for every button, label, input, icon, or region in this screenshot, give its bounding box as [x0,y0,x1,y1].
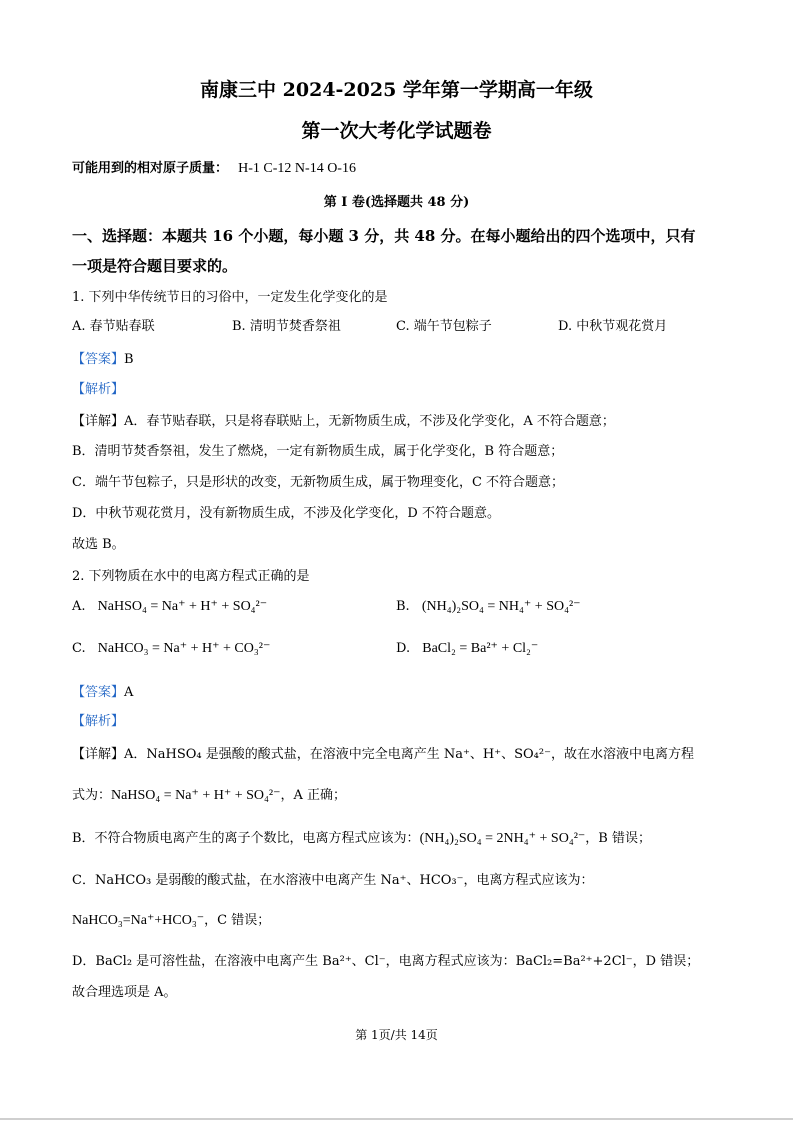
q1-detail-c: C．端午节包粽子，只是形状的改变，无新物质生成，属于物理变化，C 不符合题意； [72,475,565,490]
q2-detail-a2-equation: NaHSO₄ = Na⁺ + H⁺ + SO₄²⁻ [111,788,281,803]
q2-option-b-label: B. [396,599,410,614]
q2-option-b [396,598,581,616]
exam-subtitle: 第一次大考化学试题卷 [301,120,492,142]
q2-detail-b-pre: B．不符合物质电离产生的离子个数比，电离方程式应该为： [72,831,420,846]
q2-detail-a1-text: A．NaHSO₄ 是强酸的酸式盐，在溶液中完全电离产生 Na⁺、H⁺、SO₄²⁻，故在水溶液中电离方程 [124,747,694,762]
q2-option-a [72,598,267,616]
q2-detail-a-line1 [72,746,694,764]
q2-option-c [72,640,270,658]
q1-option-a: A. 春节贴春联 [72,319,155,334]
q1-detail-tag: 【详解】 [72,414,125,429]
q1-answer-tag: 【答案】 [72,352,125,367]
atomic-mass-values: H-1 C-12 N-14 O-16 [238,161,356,176]
q2-stem: 2. 下列物质在水中的电离方程式正确的是 [72,569,310,584]
q2-option-b-equation: (NH₄)₂SO₄ = NH₄⁺ + SO₄²⁻ [421,599,581,614]
q1-detail-a-text: A．春节贴春联，只是将春联贴上，无新物质生成，不涉及化学变化，A 不符合题意； [124,414,615,429]
q1-answer-value: B [124,352,134,367]
q2-detail-b-post: ，B 错误； [585,831,651,846]
page-footer: 第 1页/共 14页 [355,1028,438,1042]
q1-detail-a [72,413,615,431]
q2-option-c-equation: NaHCO₃ = Na⁺ + H⁺ + CO₃²⁻ [97,641,271,656]
section-intro-line2: 一项是符合题目要求的。 [72,257,238,275]
q2-detail-c2-equation: NaHCO₃=Na⁺+HCO₃⁻ [72,913,205,928]
q2-detail-c2-post: ，C 错误； [204,913,271,928]
exam-title: 南康三中 2024-2025 学年第一学期高一年级 [200,79,593,101]
q1-detail-b: B．清明节焚香祭祖，发生了燃烧，一定有新物质生成，属于化学变化，B 符合题意； [72,444,564,459]
q1-answer [72,351,134,369]
q2-answer [72,684,133,702]
q2-detail-c-line1: C．NaHCO₃ 是弱酸的酸式盐，在水溶液中电离产生 Na⁺、HCO₃⁻，电离方程式应该为： [72,873,594,888]
q2-answer-value: A [124,685,134,700]
q2-answer-tag: 【答案】 [72,685,125,700]
q1-option-d: D. 中秋节观花赏月 [558,319,668,334]
q2-detail-a2-post: ，A 正确； [280,788,347,803]
q1-analysis-tag: 【解析】 [72,382,125,397]
q1-option-c: C. 端午节包粽子 [396,319,492,334]
q2-detail-tag: 【详解】 [72,747,125,762]
q2-detail-b [72,830,651,848]
q2-detail-a-line2 [72,787,346,805]
q1-stem: 1. 下列中华传统节日的习俗中，一定发生化学变化的是 [72,290,388,305]
q2-option-a-equation: NaHSO₄ = Na⁺ + H⁺ + SO₄²⁻ [97,599,268,614]
atomic-mass-line [72,160,356,178]
q1-conclusion: 故选 B。 [72,537,125,552]
q2-detail-d: D．BaCl₂ 是可溶性盐，在溶液中电离产生 Ba²⁺、Cl⁻，电离方程式应该为：BaCl₂=Ba²⁺+2Cl⁻，D 错误； [72,954,700,969]
q2-analysis-tag: 【解析】 [72,714,125,729]
atomic-mass-label: 可能用到的相对原子质量： [72,161,229,176]
q2-option-d-equation: BaCl₂ = Ba²⁺ + Cl₂⁻ [422,641,539,656]
q2-detail-c-line2 [72,912,270,930]
q1-detail-d: D．中秋节观花赏月，没有新物质生成，不涉及化学变化，D 不符合题意。 [72,506,500,521]
q2-conclusion: 故合理选项是 A。 [72,985,177,1000]
part-title: 第 I 卷(选择题共 48 分) [323,195,470,210]
q2-option-d-label: D. [396,641,411,656]
q2-option-c-label: C. [72,641,86,656]
q2-detail-b-equation: (NH₄)₂SO₄ = 2NH₄⁺ + SO₄²⁻ [419,831,586,846]
bottom-rule [0,1118,793,1120]
q1-option-b: B. 清明节焚香祭祖 [232,319,341,334]
q2-option-d [396,640,538,658]
section-intro-line1: 一、选择题：本题共 16 个小题，每小题 3 分，共 48 分。在每小题给出的四个选项中，只有 [72,227,696,245]
q2-detail-a2-pre: 式为： [72,788,112,803]
q2-option-a-label: A. [72,599,86,614]
